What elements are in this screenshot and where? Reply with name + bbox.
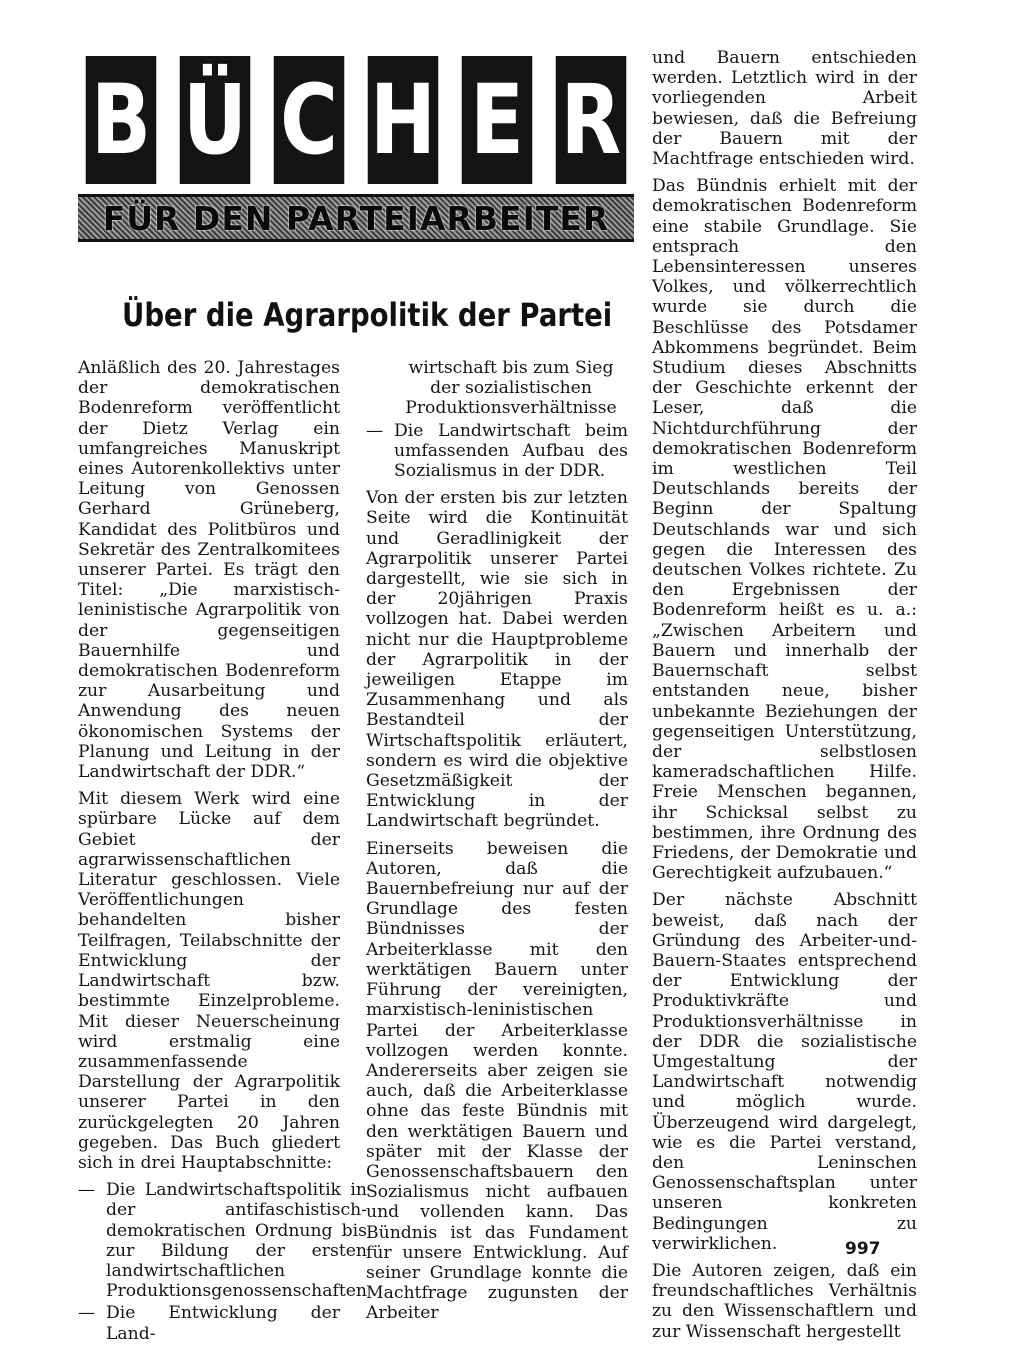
paragraph: Der nächste Abschnitt beweist, daß nach der Gründung des Arbeiter-und-Bauern-Staates entsprechend der Entwicklung der Produktivkräfte und Produktionsverhältnisse in der DDR die sozialistische Umgestaltung der Landwirtschaft notwendig und möglich wurde. Überzeugend wird dargelegt, wie es die Partei verstand, den Leninschen Genossenschaftsplan unter unseren konkreten Bedingungen zu verwirklichen.: [652, 890, 917, 1254]
paragraph: und Bauern entschieden werden. Letztlich wird in der vorliegenden Arbeit bewiesen, daß die Befreiung der Bauern mit der Machtfrage entschieden wird.: [652, 48, 917, 170]
masthead: [78, 56, 634, 242]
masthead-title: [78, 56, 634, 184]
list-item-text: Die Landwirtschaftspolitik in der antifaschistisch-demokratischen Ordnung bis zur Bildung der ersten landwirtschaftlichen Produktionsgenossenschaften: [106, 1180, 368, 1302]
masthead-letter: B: [86, 56, 157, 184]
list-item-text: Die Landwirtschaft beim umfassenden Aufbau des Sozialismus in der DDR.: [394, 420, 628, 482]
list-item-text: Die Entwicklung der Land-: [106, 1303, 340, 1344]
masthead-letter: Ü: [180, 56, 251, 184]
page-number: 997: [845, 1239, 881, 1259]
article-headline: Über die Agrarpolitik der Partei: [122, 296, 613, 334]
masthead-letter: C: [274, 56, 345, 184]
paragraph: Von der ersten bis zur letzten Seite wird die Kontinuität und Geradlinigkeit der Agrarpolitik unserer Partei dargestellt, wie sie sich in der 20jährigen Praxis vollzogen hat. Dabei werden nicht nur die Hauptprobleme der Agrarpolitik in der jeweiligen Etappe im Zusammenhang und als Bestandteil der Wirtschaftspolitik erläutert, sondern es wird die objektive Gesetzmäßigkeit der Entwicklung in der Landwirtschaft begründet.: [366, 488, 628, 832]
paragraph: Mit diesem Werk wird eine spürbare Lücke auf dem Gebiet der agrarwissenschaftlichen Literatur geschlossen. Viele Veröffentlichungen behandelten bisher Teilfragen, Teilabschnitte der Entwicklung der Landwirtschaft bzw. bestimmte Einzelprobleme. Mit dieser Neuerscheinung wird erstmalig eine zusammenfassende Darstellung der Agrarpolitik unserer Partei in den zurückgelegten 20 Jahren gegeben. Das Buch gliedert sich in drei Hauptabschnitte:: [78, 789, 340, 1173]
article-column-2: [366, 358, 628, 1324]
masthead-letter: E: [462, 56, 533, 184]
dash-marker: —: [78, 1303, 96, 1324]
article-column-3: [652, 48, 917, 1342]
masthead-letter: R: [556, 56, 627, 184]
dash-marker: —: [366, 420, 384, 441]
list-item-text: wirtschaft bis zum Sieg der sozialistischen Produktionsverhältnisse: [405, 358, 617, 419]
paragraph: Einerseits beweisen die Autoren, daß die Bauernbefreiung nur auf der Grundlage des festen Bündnisses der Arbeiterklasse mit den werktätigen Bauern unter Führung der vereinigten, marxistisch-leninistischen Partei der Arbeiterklasse vollzogen werden konnte. Andererseits aber zeigen sie auch, daß die Arbeiterklasse ohne das feste Bündnis mit den werktätigen Bauern und später mit der Klasse der Genossenschaftsbauern den Sozialismus nicht aufbauen und vollenden kann. Das Bündnis ist das Fundament für unsere Entwicklung. Auf seiner Grundlage konnte die Machtfrage zugunsten der Arbeiter: [366, 838, 628, 1324]
list-item: [78, 1303, 340, 1343]
list-item-continuation: [366, 358, 628, 419]
article-column-1: [78, 358, 368, 1346]
paragraph: Die Autoren zeigen, daß ein freundschaftliches Verhältnis zu den Wissenschaftlern und zur Wissenschaft hergestellt: [652, 1260, 917, 1342]
list-item: [366, 421, 628, 482]
dash-marker: —: [78, 1180, 96, 1201]
list-item: [78, 1180, 368, 1302]
paragraph: Anläßlich des 20. Jahrestages der demokratischen Bodenreform veröffentlicht der Dietz Verlag ein umfangreiches Manuskript eines Autorenkollektivs unter Leitung von Genossen Gerhard Grüneberg, Kandidat des Politbüros und Sekretär des Zentralkomitees unserer Partei. Es trägt den Titel: „Die marxistisch-leninistische Agrarpolitik von der gegenseitigen Bauernhilfe und demokratischen Bodenreform zur Ausarbeitung und Anwendung des neuen ökonomischen Systems der Planung und Leitung in der Landwirtschaft der DDR.“: [78, 358, 340, 783]
masthead-subtitle: FÜR DEN PARTEIARBEITER: [78, 194, 634, 242]
masthead-letter: H: [368, 56, 439, 184]
paragraph: Das Bündnis erhielt mit der demokratischen Bodenreform eine stabile Grundlage. Sie entsprach den Lebensinteressen unseres Volkes, und völkerrechtlich wurde sie durch die Beschlüsse des Potsdamer Abkommens begründet. Beim Studium dieses Abschnitts der Geschichte erkennt der Leser, daß die Nichtdurchführung der demokratischen Bodenreform im westlichen Teil Deutschlands bereits der Beginn der Spaltung Deutschlands war und sich gegen die Interessen des deutschen Volkes richtete. Zu den Ergebnissen der Bodenreform heißt es u. a.: „Zwischen Arbeitern und Bauern und innerhalb der Bauernschaft selbst entstanden neue, bisher unbekannte Beziehungen der gegenseitigen Unterstützung, der selbstlosen kameradschaftlichen Hilfe. Freie Menschen begannen, ihr Schicksal selbst zu bestimmen, ihre Ordnung des Friedens, der Demokratie und Gerechtigkeit aufzubauen.“: [652, 176, 917, 884]
